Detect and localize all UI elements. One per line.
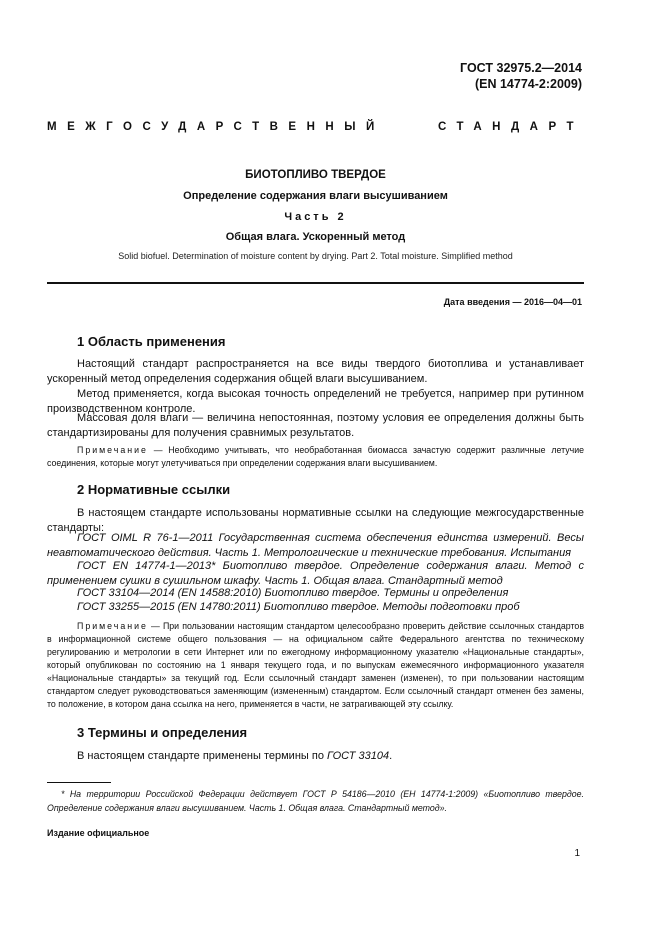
standard-type-banner (47, 121, 584, 133)
section-1-note (47, 444, 584, 470)
document-subtitle: Определение содержания влаги высушиванием (183, 190, 448, 202)
section-3-paragraph-1 (47, 749, 584, 764)
note-text: — При пользовании настоящим стандартом целесообразно проверить действие ссылочных стандартов в информационной системе общего пользования — на официальном сайте Федерального агентства по техническому регулированию и метрологии в сети Интернет или по ежегодному информационному указателю «Национальные стандарты», который опубликован по состоянию на 1 января текущего года, и по выпускам ежемесячного информационного указателя «Национальные стандарты» за текущий год. Если ссылочный стандарт заменен (изменен), то при пользовании настоящим стандартом следует руководствоваться заменяющим (измененным) стандартом. Если ссылочный стандарт отменен без замены, то положение, в котором дана ссылка на него, применяется в части, не затрагивающей эту ссылку. (47, 621, 584, 709)
document-code: ГОСТ 32975.2—2014 (460, 61, 582, 75)
footnote-divider (47, 782, 111, 783)
section-2-paragraph-1: В настоящем стандарте использованы нормативные ссылки на следующие межгосударственные стандарты: (47, 507, 584, 534)
footnote (47, 787, 584, 815)
note-label: Примечание (77, 445, 148, 455)
document-part-title: Общая влага. Ускоренный метод (225, 231, 406, 243)
section-3-text: В настоящем стандарте применены термины по (77, 750, 327, 762)
document-english-title: Solid biofuel. Determination of moisture content by drying. Part 2. Total moisture. Simplified method (118, 251, 513, 261)
reference-item: ГОСТ 33255—2015 (EN 14780:2011) Биотопливо твердое. Методы подготовки проб (77, 601, 520, 613)
reference-item: ГОСТ 33104—2014 (EN 14588:2010) Биотопливо твердое. Термины и определения (77, 587, 509, 599)
note-label: Примечание (77, 621, 148, 631)
document-part: Часть 2 (284, 211, 347, 223)
section-3-heading: 3 Термины и определения (77, 725, 248, 740)
section-3-reference: ГОСТ 33104 (327, 750, 390, 762)
standard-word-interstate: МЕЖГОСУДАРСТВЕННЫЙ (47, 121, 385, 133)
section-2-heading: 2 Нормативные ссылки (77, 482, 231, 497)
section-1-paragraph-2: Метод применяется, когда высокая точность определений не требуется, например при рутинном производственном контроле. (47, 388, 584, 415)
document-code-en: (EN 14774-2:2009) (474, 77, 582, 91)
document-title: БИОТОПЛИВО ТВЕРДОЕ (245, 169, 386, 181)
footnote-mark: * (61, 789, 65, 799)
section-3-text-end: . (389, 750, 393, 762)
reference-item: ГОСТ EN 14774-1—2013* Биотопливо твердое. Определение содержания влаги. Метод с применением сушки в сушильном шкафу. Часть 1. Общая влага. Стандартный метод (47, 560, 584, 587)
section-1-heading: 1 Область применения (77, 334, 226, 349)
note-text: — Необходимо учитывать, что необработанная биомасса зачастую содержит различные летучие соединения, которые могут улетучиваться при определении содержания влаги высушиванием. (47, 445, 584, 468)
edition-label: Издание официальное (47, 828, 150, 838)
reference-item: ГОСТ OIML R 76-1—2011 Государственная система обеспечения единства измерений. Весы неавтоматического действия. Часть 1. Метрологические и технические требования. Испытания (47, 532, 584, 559)
footnote-text: На территории Российской Федерации действует ГОСТ Р 54186—2010 (ЕН 14774-1:2009) «Биотопливо твердое. Определение содержания влаги высушиванием. Часть 1. Общая влага. Стандартный метод». (47, 789, 584, 813)
section-1-paragraph-3: Массовая доля влаги — величина непостоянная, поэтому условия ее определения должны быть стандартизированы для получения сравнимых результатов. (47, 412, 584, 439)
section-1-paragraph-1: Настоящий стандарт распространяется на все виды твердого биотоплива и устанавливает ускоренный метод определения содержания общей влаги высушиванием. (47, 358, 584, 385)
introduction-date: Дата введения — 2016—04—01 (443, 297, 582, 307)
section-2-note (47, 620, 584, 711)
page-number: 1 (574, 848, 580, 859)
standard-word-standard: СТАНДАРТ (438, 121, 584, 133)
title-divider (47, 282, 584, 284)
